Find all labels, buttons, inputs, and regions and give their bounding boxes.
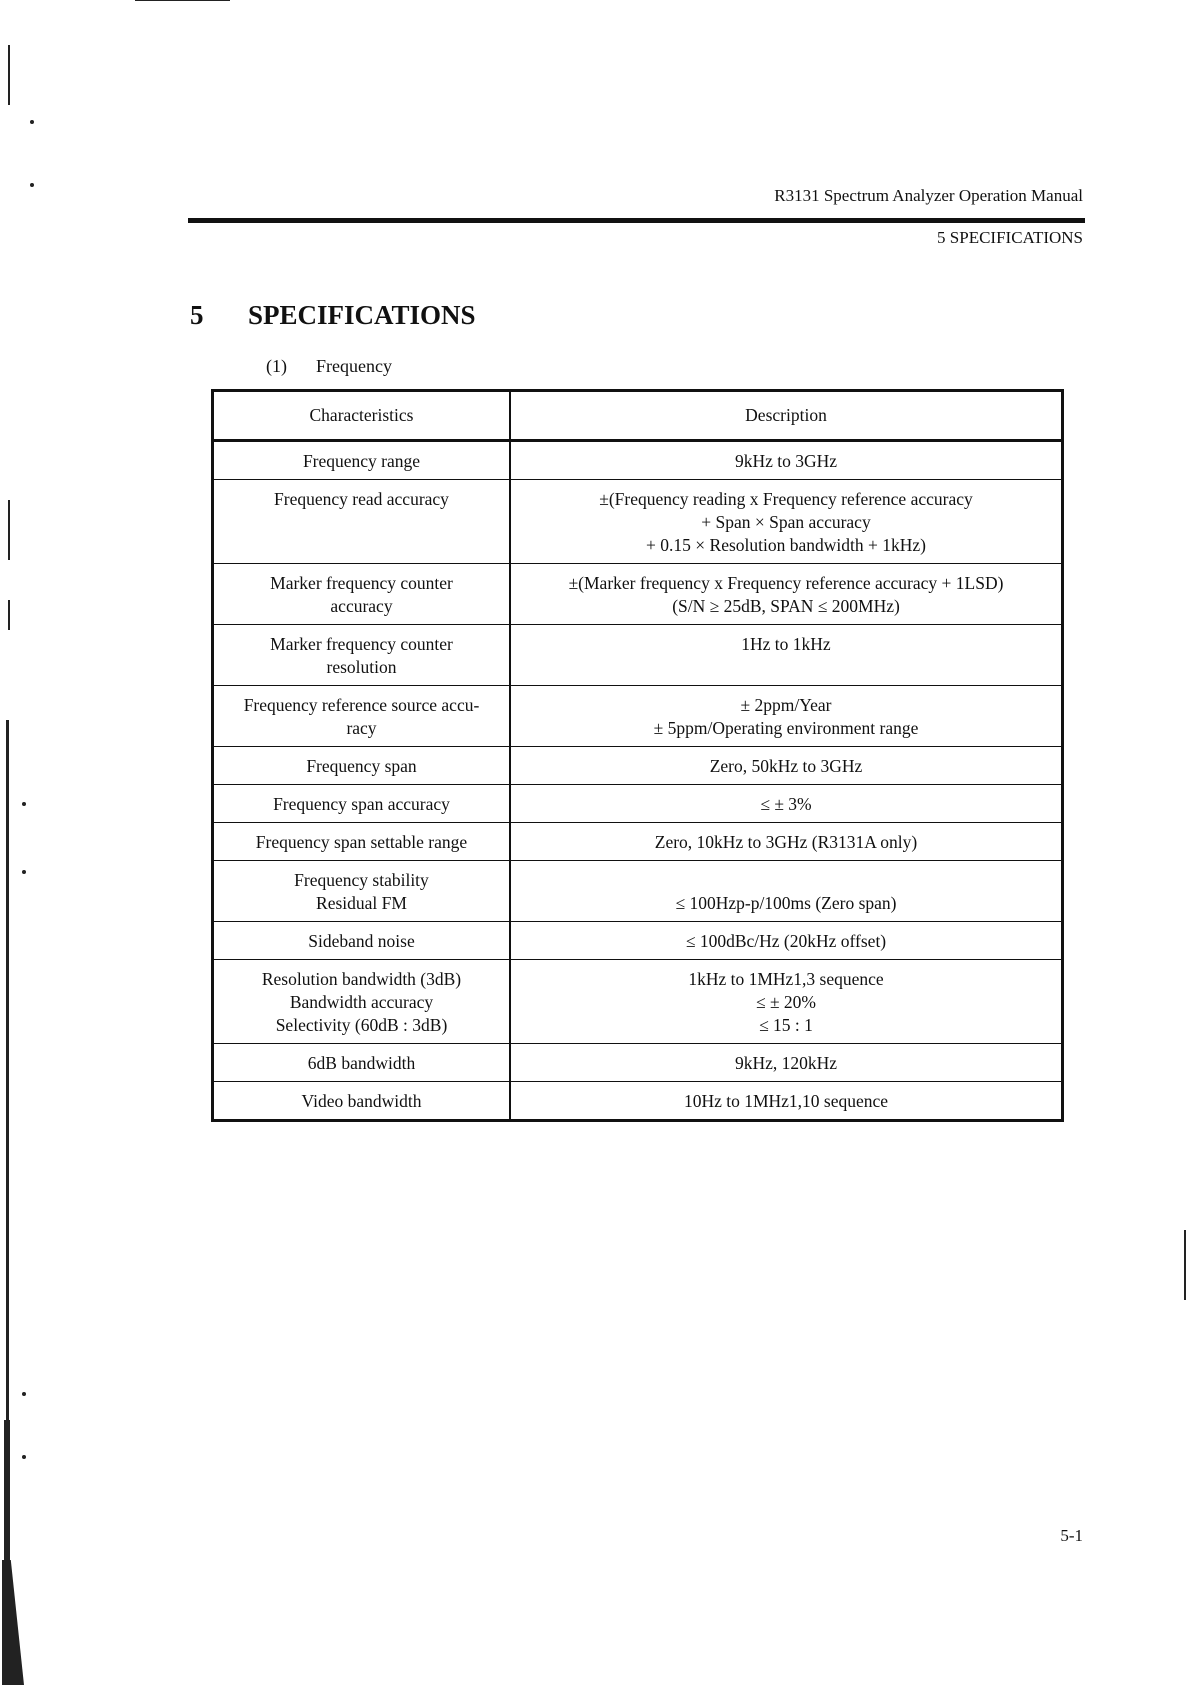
subsection-title: Frequency [316,356,392,376]
description-text [517,869,1055,892]
description-cell [510,686,1063,747]
description-cell [510,922,1063,960]
description-cell [510,564,1063,625]
scan-dot [22,802,26,806]
table-row [213,922,1063,960]
scan-edge-line [8,500,10,560]
description-text: Zero, 50kHz to 3GHz [709,756,863,776]
scan-edge-line [6,720,9,1420]
characteristic-cell [213,564,511,625]
characteristic-cell [213,686,511,747]
characteristic-text: Marker frequency counter [270,573,453,593]
characteristic-cell [213,1082,511,1121]
characteristic-text: accuracy [330,596,393,616]
characteristic-text: Marker frequency counter [270,634,453,654]
characteristic-cell [213,480,511,564]
description-cell [510,960,1063,1044]
description-cell [510,441,1063,480]
characteristic-cell [213,861,511,922]
description-cell [510,747,1063,785]
page-number: 5-1 [1060,1526,1083,1545]
description-cell [510,625,1063,686]
table-row [213,823,1063,861]
characteristic-cell [213,823,511,861]
description-cell [510,1044,1063,1082]
description-text: (S/N ≥ 25dB, SPAN ≤ 200MHz) [672,596,900,616]
table-row [213,1082,1063,1121]
table-row [213,564,1063,625]
description-text: ±(Marker frequency x Frequency reference accuracy + 1LSD) [568,573,1004,593]
chapter-number: 5 [190,300,204,330]
running-header-title: R3131 Spectrum Analyzer Operation Manual [774,186,1083,205]
characteristic-cell [213,922,511,960]
characteristic-cell [213,441,511,480]
characteristic-text: Frequency stability [294,870,429,890]
characteristic-cell [213,747,511,785]
frequency-spec-table [211,389,1064,1122]
characteristic-text: Residual FM [316,893,407,913]
description-cell [510,480,1063,564]
scan-edge-line [1184,1230,1186,1300]
description-text: ± 5ppm/Operating environment range [653,718,919,738]
characteristic-text: Frequency span accuracy [273,794,450,814]
characteristic-text: Frequency span settable range [255,832,468,852]
table-row [213,747,1063,785]
description-cell [510,785,1063,823]
characteristic-text: Frequency read accuracy [274,489,449,509]
subsection-number: (1) [266,356,287,376]
characteristic-text: Frequency span [306,756,417,776]
characteristic-text: Selectivity (60dB : 3dB) [275,1015,448,1035]
chapter-heading [190,300,476,331]
scan-dot [30,120,34,124]
characteristic-text: resolution [326,657,397,677]
table-header-row [213,391,1063,441]
running-header-section: 5 SPECIFICATIONS [937,228,1083,247]
table-row [213,441,1063,480]
characteristic-text: Resolution bandwidth (3dB) [261,969,462,989]
table-row [213,960,1063,1044]
description-text: ≤ ± 3% [760,794,812,814]
description-text: 9kHz, 120kHz [734,1053,838,1073]
table-row [213,1044,1063,1082]
table-row [213,686,1063,747]
table-row [213,625,1063,686]
description-text: ≤ 100dBc/Hz (20kHz offset) [685,931,887,951]
table-row [213,480,1063,564]
description-cell [510,861,1063,922]
description-text: 10Hz to 1MHz1,10 sequence [683,1091,889,1111]
description-text: ± 2ppm/Year [740,695,832,715]
description-text: 1kHz to 1MHz1,3 sequence [688,969,884,989]
description-text: ≤ ± 20% [755,992,817,1012]
column-header-description: Description [510,391,1063,441]
characteristic-text: Frequency reference source accu- [243,695,480,715]
characteristic-cell [213,1044,511,1082]
header-rule [188,218,1085,223]
column-header-characteristics: Characteristics [213,391,511,441]
description-text: ≤ 100Hzp-p/100ms (Zero span) [675,893,897,913]
characteristic-text: 6dB bandwidth [307,1053,416,1073]
chapter-title: SPECIFICATIONS [248,300,476,330]
characteristic-text: Video bandwidth [301,1091,422,1111]
description-text: + 0.15 × Resolution bandwidth + 1kHz) [646,535,926,555]
scan-dot [22,870,26,874]
description-cell [510,823,1063,861]
characteristic-text: Sideband noise [308,931,415,951]
description-text: ±(Frequency reading x Frequency reference accuracy [599,489,973,509]
scan-edge-line [4,1420,10,1560]
table-row [213,861,1063,922]
characteristic-text: Frequency range [302,451,421,471]
description-text: 1Hz to 1kHz [741,634,831,654]
description-text: ≤ 15 : 1 [759,1015,813,1035]
description-text: Zero, 10kHz to 3GHz (R3131A only) [654,832,918,852]
scan-dot [30,183,34,187]
scan-edge-line [8,600,10,630]
description-text: 9kHz to 3GHz [734,451,838,471]
subsection-heading [266,356,392,377]
scan-dot [22,1392,26,1396]
characteristic-text: Bandwidth accuracy [289,992,434,1012]
description-text: + Span × Span accuracy [701,512,871,532]
characteristic-cell [213,625,511,686]
scan-edge-line [135,0,230,1]
characteristic-text: racy [346,718,377,738]
description-cell [510,1082,1063,1121]
scan-dot [22,1455,26,1459]
scan-edge-line [8,45,10,105]
table-row [213,785,1063,823]
characteristic-cell [213,785,511,823]
scan-edge-line [2,1560,24,1685]
characteristic-cell [213,960,511,1044]
